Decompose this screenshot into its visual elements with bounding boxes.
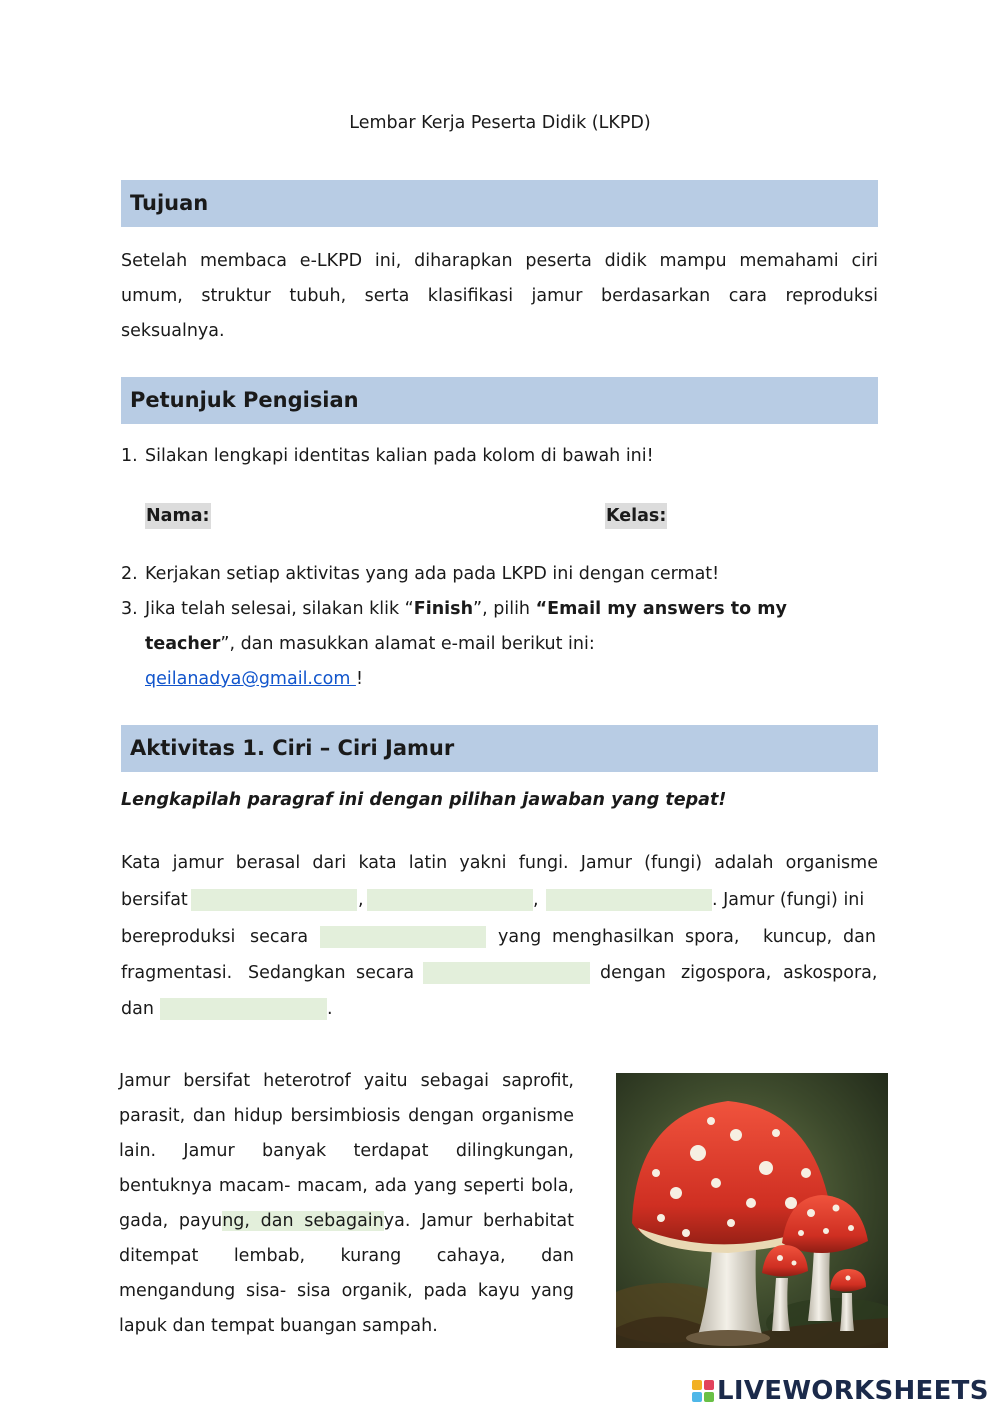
kelas-label: Kelas: xyxy=(605,503,667,529)
blank-input-4[interactable] xyxy=(320,926,486,948)
instruction-number: 1. xyxy=(121,446,138,466)
fill-text: secara xyxy=(250,927,309,947)
fill-text: . xyxy=(327,999,333,1019)
blank-input-3[interactable] xyxy=(546,889,712,911)
fill-text: fragmentasi. xyxy=(121,963,233,983)
fill-line-3 xyxy=(121,919,878,955)
liveworksheets-logo-icon xyxy=(692,1380,714,1402)
brand-text: LIVEWORKSHEETS xyxy=(717,1376,989,1406)
fill-text: dan xyxy=(843,927,876,947)
fill-line-4 xyxy=(121,955,878,991)
section-heading-tujuan: Tujuan xyxy=(121,180,878,227)
highlighted-text: ng, dan sebagain xyxy=(222,1211,384,1231)
fill-text: spora, xyxy=(685,927,740,947)
fill-text: , xyxy=(358,890,364,910)
liveworksheets-brand xyxy=(692,1374,989,1408)
instruction-text: Kerjakan setiap aktivitas yang ada pada LKPD ini dengan cermat! xyxy=(145,564,720,584)
fill-text: zigospora, xyxy=(681,963,772,983)
instruction-item-3-cont xyxy=(145,627,595,662)
fill-line-1 xyxy=(121,845,878,881)
fill-text: yang xyxy=(498,927,542,947)
blank-input-2[interactable] xyxy=(367,889,533,911)
fill-text: dan xyxy=(121,999,154,1019)
instruction-number: 3. xyxy=(121,599,138,619)
fill-line-2 xyxy=(121,882,878,918)
fill-text: , xyxy=(533,890,539,910)
mushroom-illustration xyxy=(616,1073,888,1348)
instruction-text: Jika telah selesai, silakan klik xyxy=(145,599,405,619)
quote-mark: “ xyxy=(404,599,414,619)
fill-line-5 xyxy=(121,991,878,1027)
section-heading-petunjuk: Petunjuk Pengisian xyxy=(121,377,878,424)
paragraph-text: Jamur bersifat heterotrof yaitu sebagai saprofit, parasit, dan hidup bersimbiosis dengan organisme lain. Jamur banyak terdapat dilingkungan, bentuknya macam- macam, ada yang seperti bola, gada, payu xyxy=(119,1071,574,1231)
email-answers-label: Email my answers to my xyxy=(547,599,787,619)
instruction-text: ”, pilih xyxy=(473,599,536,619)
instruction-text: Silakan lengkapi identitas kalian pada kolom di bawah ini! xyxy=(145,446,654,466)
paragraph-text: ya. Jamur berhabitat ditempat lembab, kurang cahaya, dan mengandung sisa- sisa organik, pada kayu yang lapuk dan tempat buangan sampah. xyxy=(119,1211,574,1336)
instruction-number: 2. xyxy=(121,564,138,584)
activity-instruction: Lengkapilah paragraf ini dengan pilihan jawaban yang tepat! xyxy=(121,790,727,810)
tujuan-paragraph: Setelah membaca e-LKPD ini, diharapkan peserta didik mampu memahami ciri umum, struktur tubuh, serta klasifikasi jamur berdasarkan cara reproduksi seksualnya. xyxy=(121,251,878,341)
fill-text: menghasilkan xyxy=(552,927,675,947)
fill-text: secara xyxy=(356,963,415,983)
fill-text: . Jamur (fungi) ini xyxy=(712,890,865,910)
fill-text: Kata jamur berasal dari kata latin yakni fungi. Jamur (fungi) adalah organisme xyxy=(121,853,878,873)
instruction-item-2 xyxy=(121,557,719,592)
fill-text: kuncup, xyxy=(763,927,833,947)
nama-label: Nama: xyxy=(145,503,211,529)
instruction-text: ”, dan masukkan alamat e-mail berikut ini: xyxy=(220,634,595,654)
fill-text: Sedangkan xyxy=(248,963,346,983)
fill-text: askospora, xyxy=(783,963,878,983)
instruction-item-3 xyxy=(121,592,787,627)
blank-input-5[interactable] xyxy=(423,962,590,984)
fill-text: dengan xyxy=(600,963,666,983)
fill-text: bereproduksi xyxy=(121,927,236,947)
fill-text: bersifat xyxy=(121,890,188,910)
teacher-email-link[interactable]: qeilanadya@gmail.com xyxy=(145,669,356,689)
teacher-label: teacher xyxy=(145,634,221,654)
instruction-item-3-email xyxy=(145,662,363,697)
quote-mark: “ xyxy=(535,599,548,619)
blank-input-1[interactable] xyxy=(191,889,357,911)
instruction-item-1 xyxy=(121,439,654,474)
page-title: Lembar Kerja Peserta Didik (LKPD) xyxy=(349,113,651,133)
exclaim-mark: ! xyxy=(355,669,363,689)
jamur-description-paragraph xyxy=(119,1064,574,1344)
section-heading-aktivitas: Aktivitas 1. Ciri – Ciri Jamur xyxy=(121,725,878,772)
blank-input-6[interactable] xyxy=(160,998,327,1020)
finish-label: Finish xyxy=(413,599,474,619)
